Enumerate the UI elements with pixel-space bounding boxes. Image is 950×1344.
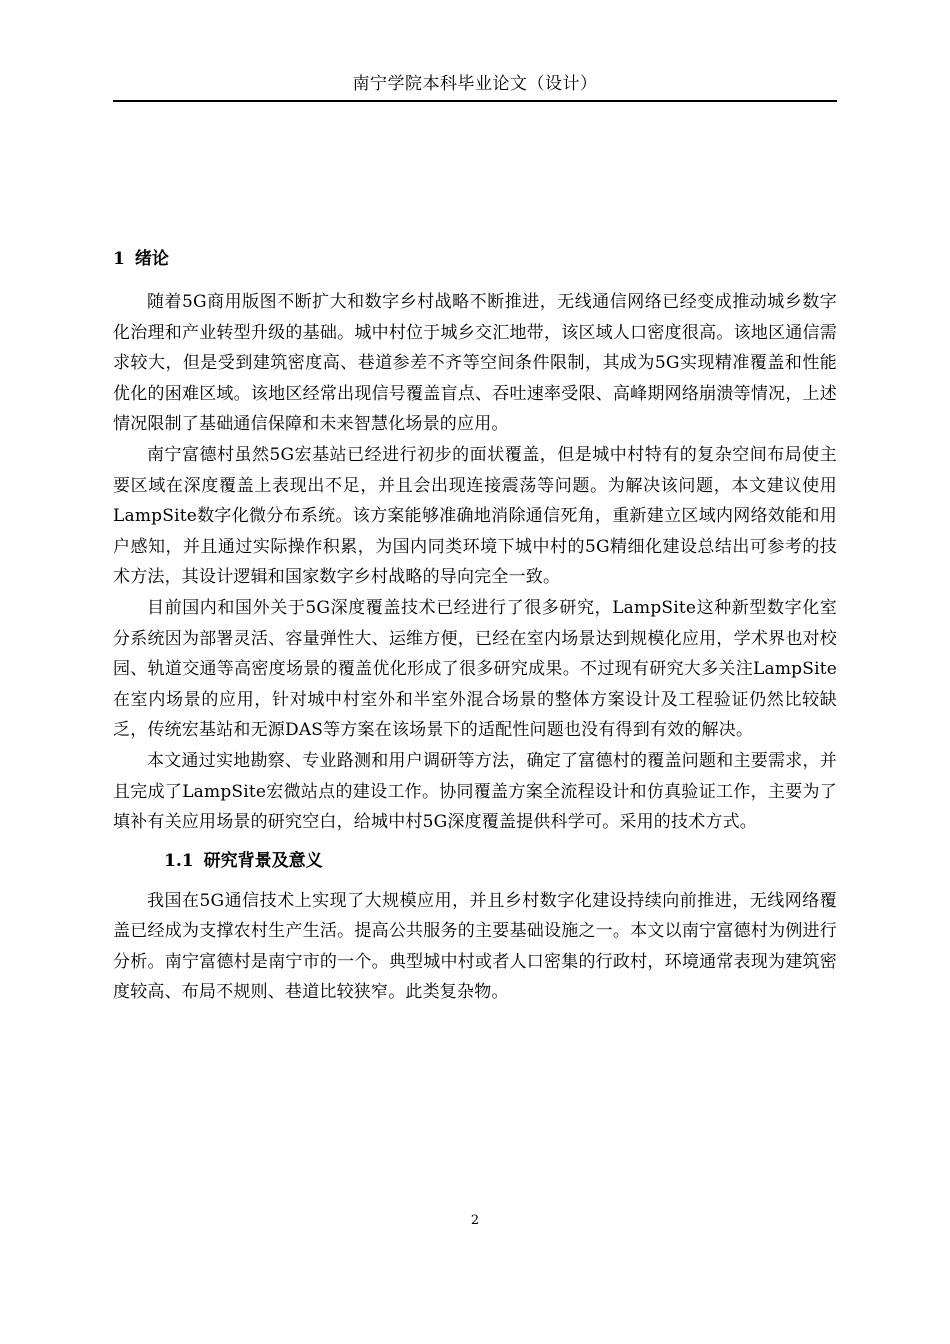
- section-heading: [113, 848, 837, 874]
- section-title: 研究背景及意义: [203, 850, 323, 871]
- chapter-heading: [113, 246, 169, 272]
- paragraph: 目前国内和国外关于5G深度覆盖技术已经进行了很多研究，LampSite这种新型数字化室分系统因为部署灵活、容量弹性大、运维方便，已经在室内场景达到规模化应用，学术界也对校园、轨道交通等高密度场景的覆盖优化形成了很多研究成果。不过现有研究大多关注LampSite在室内场景的应用，针对城中村室外和半室外混合场景的整体方案设计及工程验证仍然比较缺乏，传统宏基站和无源DAS等方案在该场景下的适配性问题也没有得到有效的解决。: [113, 597, 837, 741]
- chapter-title: 绪论: [134, 249, 169, 269]
- paragraph: 随着5G商用版图不断扩大和数字乡村战略不断推进，无线通信网络已经变成推动城乡数字化治理和产业转型升级的基础。城中村位于城乡交汇地带，该区域人口密度很高。该地区通信需求较大，但是受到建筑密度高、巷道参差不齐等空间条件限制，其成为5G实现精准覆盖和性能优化的困难区域。该地区经常出现信号覆盖盲点、吞吐速率受限、高峰期网络崩溃等情况，上述情况限制了基础通信保障和未来智慧化场景的应用。: [113, 292, 837, 435]
- paragraph: 南宁富德村虽然5G宏基站已经进行初步的面状覆盖，但是城中村特有的复杂空间布局使主要区域在深度覆盖上表现出不足，并且会出现连接震荡等问题。为解决该问题，本文建议使用LampSite数字化微分布系统。该方案能够准确地消除通信死角，重新建立区域内网络效能和用户感知，并且通过实际操作积累，为国内同类环境下城中村的5G精细化建设总结出可参考的技术方法，其设计逻辑和国家数字乡村战略的导向完全一致。: [113, 444, 837, 588]
- body-text: [113, 287, 837, 1008]
- paragraph: 我国在5G通信技术上实现了大规模应用，并且乡村数字化建设持续向前推进，无线网络覆盖已经成为支撑农村生产生活。提高公共服务的主要基础设施之一。本文以南宁富德村为例进行分析。南宁富德村是南宁市的一个。典型城中村或者人口密集的行政村，环境通常表现为建筑密度较高、布局不规则、巷道比较狭窄。此类复杂物。: [113, 890, 837, 1003]
- running-header: 南宁学院本科毕业论文（设计）: [352, 74, 598, 94]
- chapter-number: 1: [113, 249, 125, 269]
- header-rule: [113, 100, 837, 102]
- section-number: 1.1: [164, 850, 194, 871]
- page-number: 2: [470, 1213, 480, 1228]
- paragraph: 本文通过实地勘察、专业路测和用户调研等方法，确定了富德村的覆盖问题和主要需求，并且完成了LampSite宏微站点的建设工作。协同覆盖方案全流程设计和仿真验证工作，主要为了填补有关应用场景的研究空白，给城中村5G深度覆盖提供科学可。采用的技术方式。: [113, 750, 837, 833]
